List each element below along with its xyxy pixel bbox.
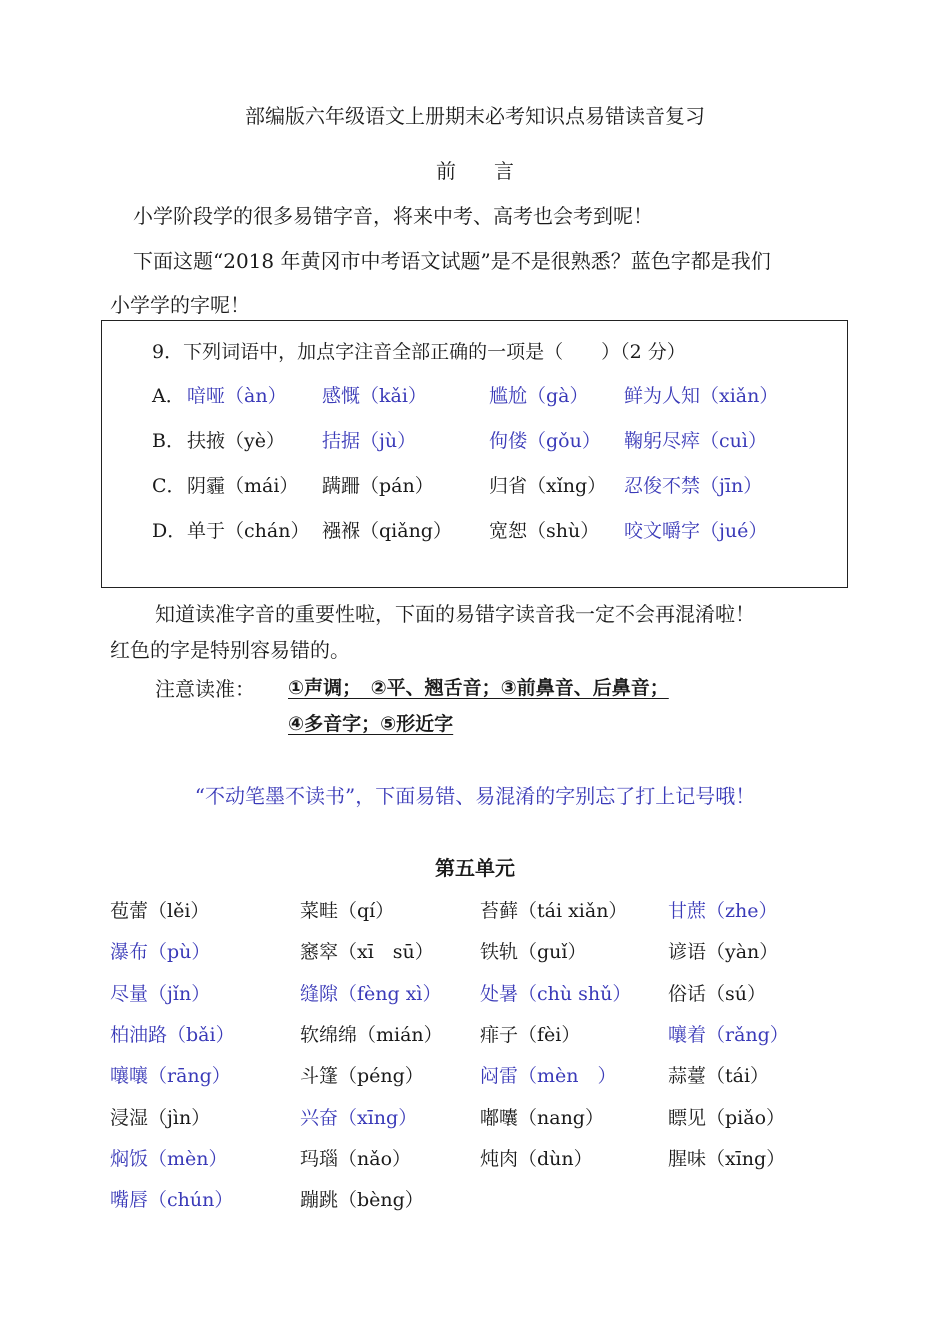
note-items-line-1: ①声调； ②平、翘舌音；③前鼻音、后鼻音； — [288, 677, 669, 699]
vocab-entry: 软绵绵（mián） — [300, 1024, 443, 1046]
vocab-entry: 嘟囔（nang） — [480, 1107, 604, 1129]
vocab-entry: 蒜薹（tái） — [668, 1065, 770, 1087]
vocab-entry: 兴奋（xīng） — [300, 1107, 418, 1129]
vocab-entry: 俗话（sú） — [668, 983, 766, 1005]
option-word: 单于（chán） — [187, 520, 310, 542]
vocab-entry: 嘴唇（chún） — [110, 1189, 234, 1211]
note-items-line-2: ④多音字；⑤形近字 — [288, 713, 454, 735]
vocab-entry: 炖肉（dùn） — [480, 1148, 593, 1170]
vocab-entry: 嚷嚷（rāng） — [110, 1065, 231, 1087]
page-title: 部编版六年级语文上册期末必考知识点易错读音复习 — [245, 104, 705, 128]
note-label: 注意读准： — [155, 677, 255, 701]
option-word: 扶掖（yè） — [187, 430, 285, 452]
exam-question-box — [101, 320, 848, 588]
preface-heading: 前言 — [436, 159, 552, 183]
option-label: A． — [152, 385, 185, 407]
vocab-entry: 尽量（jǐn） — [110, 983, 211, 1005]
body-paragraph-1: 知道读准字音的重要性啦，下面的易错字读音我一定不会再混淆啦！ — [155, 602, 755, 626]
vocab-entry: 苞蕾（lěi） — [110, 900, 210, 922]
intro-paragraph-1: 小学阶段学的很多易错字音，将来中考、高考也会考到呢！ — [133, 204, 653, 228]
vocab-entry: 苔藓（tái xiǎn） — [480, 900, 628, 922]
option-word: 喑哑（àn） — [187, 385, 287, 407]
vocab-entry: 瀑布（pù） — [110, 941, 211, 963]
option-word: 蹒跚（pán） — [322, 475, 434, 497]
vocab-entry: 菜畦（qí） — [300, 900, 395, 922]
vocab-entry: 窸窣（xī sū） — [300, 941, 434, 963]
vocab-entry: 斗篷（péng） — [300, 1065, 424, 1087]
option-label: C． — [152, 475, 186, 497]
vocab-entry: 缝隙（fèng xì） — [300, 983, 442, 1005]
option-word: 尴尬（gà） — [489, 385, 589, 407]
intro-paragraph-2-continued: 小学学的字呢！ — [110, 293, 250, 317]
unit-heading: 第五单元 — [435, 856, 515, 880]
option-word: 佝偻（gǒu） — [489, 430, 601, 452]
option-word: 感慨（kǎi） — [322, 385, 427, 407]
option-word: 鞠躬尽瘁（cuì） — [624, 430, 767, 452]
option-label: B． — [152, 430, 185, 452]
option-word: 忍俊不禁（jīn） — [624, 475, 763, 497]
question-stem: 9．下列词语中，加点字注音全部正确的一项是（ ）（2 分） — [152, 341, 686, 363]
vocab-entry: 闷雷（mèn ） — [480, 1065, 617, 1087]
vocab-entry: 柏油路（bǎi） — [110, 1024, 235, 1046]
vocab-entry: 痱子（fèi） — [480, 1024, 581, 1046]
option-word: 鲜为人知（xiǎn） — [624, 385, 779, 407]
body-paragraph-2: 红色的字是特别容易错的。 — [110, 638, 350, 662]
option-word: 宽恕（shù） — [489, 520, 600, 542]
vocab-entry: 谚语（yàn） — [668, 941, 779, 963]
vocab-entry: 蹦跳（bèng） — [300, 1189, 424, 1211]
vocab-entry: 腥味（xīng） — [668, 1148, 786, 1170]
slogan-text: “不动笔墨不读书”，下面易错、易混淆的字别忘了打上记号哦！ — [194, 784, 756, 808]
vocab-entry: 甘蔗（zhe） — [668, 900, 778, 922]
option-word: 阴霾（mái） — [187, 475, 299, 497]
vocab-entry: 瞟见（piǎo） — [668, 1107, 786, 1129]
vocab-entry: 玛瑙（nǎo） — [300, 1148, 412, 1170]
option-word: 拮据（jù） — [322, 430, 417, 452]
vocab-entry: 浸湿（jìn） — [110, 1107, 211, 1129]
intro-paragraph-2: 下面这题“2018 年黄冈市中考语文试题”是不是很熟悉？蓝色字都是我们 — [133, 249, 771, 273]
option-word: 咬文嚼字（jué） — [624, 520, 768, 542]
option-word: 襁褓（qiǎng） — [322, 520, 452, 542]
vocab-entry: 嚷着（rǎng） — [668, 1024, 789, 1046]
vocab-entry: 焖饭（mèn） — [110, 1148, 228, 1170]
option-label: D． — [152, 520, 187, 542]
option-word: 归省（xǐng） — [489, 475, 607, 497]
vocab-entry: 铁轨（guǐ） — [480, 941, 587, 963]
vocab-entry: 处暑（chù shǔ） — [480, 983, 632, 1005]
